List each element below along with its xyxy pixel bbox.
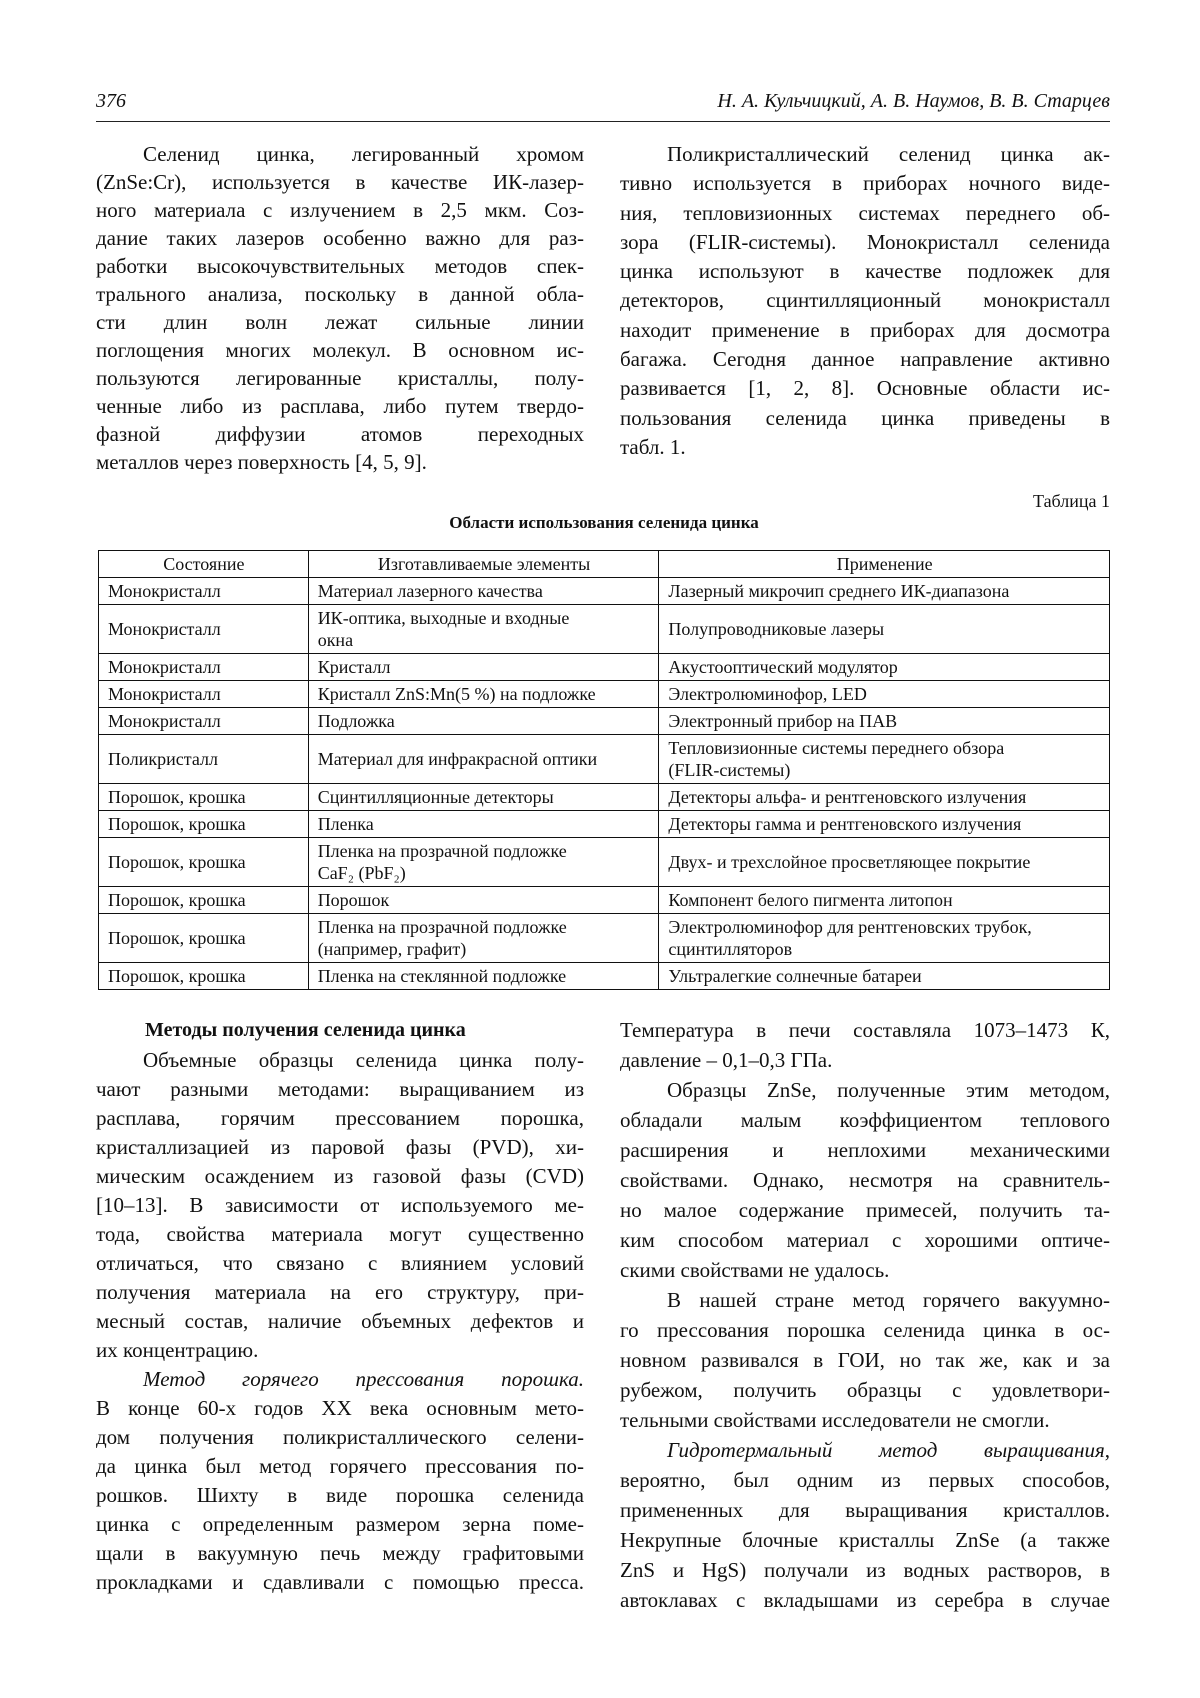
- text-line: трального анализа, поскольку в данной обла-: [96, 282, 584, 306]
- table-row: [99, 681, 1110, 708]
- table-cell: Поликристалл: [99, 735, 309, 784]
- text-line: поглощения многих молекул. В основном ис-: [96, 338, 584, 362]
- text-line: автоклавах с вкладышами из серебра в случае: [620, 1588, 1110, 1612]
- table-cell: Монокристалл: [99, 681, 309, 708]
- table-row: [99, 963, 1110, 990]
- table-cell: Ультралегкие солнечные батареи: [659, 963, 1110, 990]
- text-column-left-top: [96, 140, 584, 476]
- text-line: Температура в печи составляла 1073–1473 К,: [620, 1018, 1110, 1042]
- text-column-left-bottom: [96, 1046, 584, 1597]
- table-cell: Компонент белого пигмента литопон: [659, 887, 1110, 914]
- text-line: ченные либо из расплава, либо путем твердо-: [96, 394, 584, 418]
- column-header: Состояние: [99, 551, 309, 578]
- text-column-right-bottom: [620, 1015, 1110, 1615]
- table-cell: Пленка на прозрачной подложке (например, графит): [308, 914, 659, 963]
- text-line: получения материала на его структуру, при-: [96, 1280, 584, 1304]
- text-line: [10–13]. В зависимости от используемого ме-: [96, 1193, 584, 1217]
- text-line: ким способом материал с хорошими оптиче-: [620, 1228, 1110, 1252]
- text-line: фазной диффузии атомов переходных: [96, 422, 584, 446]
- table-cell: Порошок: [308, 887, 659, 914]
- table-cell: Монокристалл: [99, 654, 309, 681]
- text-line: мическим осаждением из газовой фазы (CVD): [96, 1164, 584, 1188]
- text-line: кристаллизацией из паровой фазы (PVD), хи-: [96, 1135, 584, 1159]
- table-cell: Порошок, крошка: [99, 811, 309, 838]
- text-column-right-top: [620, 140, 1110, 462]
- text-line: зора (FLIR-системы). Монокристалл селенида: [620, 229, 1110, 254]
- table-cell: Порошок, крошка: [99, 784, 309, 811]
- paragraph: [620, 140, 1110, 462]
- text-line: цинка с определенным размером зерна поме-: [96, 1512, 584, 1536]
- table-cell: Лазерный микрочип среднего ИК-диапазона: [659, 578, 1110, 605]
- table-cell: Порошок, крошка: [99, 963, 309, 990]
- table-row: [99, 914, 1110, 963]
- table-cell: Порошок, крошка: [99, 838, 309, 887]
- text-line: расплава, горячим прессованием порошка,: [96, 1106, 584, 1130]
- table-cell: Электролюминофор, LED: [659, 681, 1110, 708]
- text-line: примененных для выращивания кристаллов.: [620, 1498, 1110, 1522]
- table-cell: Материал для инфракрасной оптики: [308, 735, 659, 784]
- text-line: ния, тепловизионных системах переднего об-: [620, 200, 1110, 225]
- table-header-row: [99, 551, 1110, 578]
- paragraph: [96, 140, 584, 476]
- text-line: ного материала с излучением в 2,5 мкм. Соз-: [96, 198, 584, 222]
- table-cell: Монокристалл: [99, 708, 309, 735]
- column-header: Применение: [659, 551, 1110, 578]
- text-line: ZnS и HgS) получали из водных растворов, в: [620, 1558, 1110, 1582]
- text-line: скими свойствами не удалось.: [620, 1258, 890, 1282]
- table-row: [99, 605, 1110, 654]
- table-cell: Детекторы гамма и рентгеновского излучения: [659, 811, 1110, 838]
- applications-table: [98, 550, 1110, 990]
- text-line: [96, 1365, 584, 1394]
- text-line: табл. 1.: [620, 434, 686, 459]
- table-cell: Материал лазерного качества: [308, 578, 659, 605]
- text-line: вероятно, был одним из первых способов,: [620, 1468, 1110, 1492]
- text-line: но малое содержание примесей, получить та-: [620, 1198, 1110, 1222]
- text-line: чают разными методами: выращиванием из: [96, 1077, 584, 1101]
- text-line: свойствами. Однако, несмотря на сравнитель-: [620, 1168, 1110, 1192]
- table-cell: Подложка: [308, 708, 659, 735]
- table-row: [99, 735, 1110, 784]
- text-line: го прессования порошка селенида цинка в ос-: [620, 1318, 1110, 1342]
- page-number: 376: [96, 90, 126, 112]
- text-line: работки высокочувствительных методов спек-: [96, 254, 584, 278]
- text-line: тельными свойствами исследователи не смогли.: [620, 1408, 1050, 1432]
- text-line: тивно используется в приборах ночного виде-: [620, 171, 1110, 196]
- text-line: цинка используют в качестве подложек для: [620, 259, 1110, 284]
- text: ,: [1104, 1438, 1110, 1462]
- table-row: [99, 838, 1110, 887]
- text-line: да цинка был метод горячего прессования по-: [96, 1454, 584, 1478]
- table-row: [99, 654, 1110, 681]
- text-line: развивается [1, 2, 8]. Основные области ис-: [620, 376, 1110, 401]
- text-line: рубежом, получить образцы с удовлетвори-: [620, 1378, 1110, 1402]
- running-header-authors: Н. А. Кульчицкий, А. В. Наумов, В. В. Старцев: [717, 90, 1110, 112]
- text-line: рошков. Шихту в виде порошка селенида: [96, 1483, 584, 1507]
- text-line: находит применение в приборах для досмотра: [620, 317, 1110, 342]
- text-line: обладали малым коэффициентом теплового: [620, 1108, 1110, 1132]
- text-line: дание таких лазеров особенно важно для раз-: [96, 226, 584, 250]
- text-line: дом получения поликристаллического селени-: [96, 1425, 584, 1449]
- table-cell: Монокристалл: [99, 605, 309, 654]
- table-cell: Пленка: [308, 811, 659, 838]
- text-line: Некрупные блочные кристаллы ZnSe (а также: [620, 1528, 1110, 1552]
- paragraph: [620, 1075, 1110, 1285]
- text-line: давление – 0,1–0,3 ГПа.: [620, 1048, 833, 1072]
- header-rule: [96, 121, 1110, 122]
- text-line: пользуются легированные кристаллы, полу-: [96, 366, 584, 390]
- table-row: [99, 784, 1110, 811]
- table-cell: Детекторы альфа- и рентгеновского излучения: [659, 784, 1110, 811]
- table-cell: Пленка на стеклянной подложке: [308, 963, 659, 990]
- text-line: пользования селенида цинка приведены в: [620, 405, 1110, 430]
- text-line: расширения и неплохими механическими: [620, 1138, 1110, 1162]
- text-line: багажа. Сегодня данное направление активно: [620, 347, 1110, 372]
- text-line: [620, 1435, 1110, 1465]
- paragraph: [96, 1046, 584, 1365]
- table-title: Области использования селенида цинка: [449, 513, 759, 532]
- table-cell: Сцинтилляционные детекторы: [308, 784, 659, 811]
- text-line: месный состав, наличие объемных дефектов и: [96, 1309, 584, 1333]
- column-header: Изготавливаемые элементы: [308, 551, 659, 578]
- table-cell: Акустооптический модулятор: [659, 654, 1110, 681]
- table-cell: Кристалл: [308, 654, 659, 681]
- text-line: сти длин волн лежат сильные линии: [96, 310, 584, 334]
- table-row: [99, 887, 1110, 914]
- table-cell: Электронный прибор на ПАВ: [659, 708, 1110, 735]
- text-line: прокладками и сдавливали с помощью пресса.: [96, 1570, 584, 1594]
- paragraph: [620, 1285, 1110, 1435]
- text-line: тода, свойства материала могут существенно: [96, 1222, 584, 1246]
- table-label: Таблица 1: [1033, 491, 1110, 511]
- text-line: (ZnSe:Cr), используется в качестве ИК-лазер-: [96, 170, 584, 194]
- text-line: детекторов, сцинтилляционный монокристалл: [620, 288, 1110, 313]
- text-line: металлов через поверхность [4, 5, 9].: [96, 450, 427, 474]
- paragraph: [620, 1015, 1110, 1075]
- table-cell: Порошок, крошка: [99, 887, 309, 914]
- text-line: их концентрацию.: [96, 1338, 259, 1362]
- table-cell: Тепловизионные системы переднего обзора (FLIR-системы): [659, 735, 1110, 784]
- paragraph: [620, 1435, 1110, 1615]
- table-cell: Пленка на прозрачной подложке CaF₂ (PbF₂): [308, 838, 659, 887]
- table-cell: Полупроводниковые лазеры: [659, 605, 1110, 654]
- text-line: Объемные образцы селенида цинка полу-: [143, 1048, 584, 1072]
- table-cell: Двух- и трехслойное просветляющее покрытие: [659, 838, 1110, 887]
- table-cell: Порошок, крошка: [99, 914, 309, 963]
- table-cell: Кристалл ZnS:Mn(5 %) на подложке: [308, 681, 659, 708]
- text-line: В нашей стране метод горячего вакуумно-: [667, 1288, 1110, 1312]
- italic-text: Метод горячего прессования порошка.: [143, 1367, 584, 1391]
- table-cell: Электролюминофор для рентгеновских трубок, сцинтилляторов: [659, 914, 1110, 963]
- text-line: щали в вакуумную печь между графитовыми: [96, 1541, 584, 1565]
- text-line: Образцы ZnSe, полученные этим методом,: [667, 1078, 1110, 1102]
- text-line: отличаться, что связано с влиянием условий: [96, 1251, 584, 1275]
- paragraph: [96, 1365, 584, 1597]
- table-cell: ИК-оптика, выходные и входные окна: [308, 605, 659, 654]
- table-row: [99, 708, 1110, 735]
- text-line: В конце 60-х годов XX века основным мето-: [96, 1396, 584, 1420]
- table-cell: Монокристалл: [99, 578, 309, 605]
- section-heading: Методы получения селенида цинка: [145, 1019, 466, 1041]
- table-row: [99, 578, 1110, 605]
- text-line: новном развивался в ГОИ, но так же, как и за: [620, 1348, 1110, 1372]
- table-row: [99, 811, 1110, 838]
- text-line: Поликристаллический селенид цинка ак-: [667, 142, 1110, 166]
- text-line: Селенид цинка, легированный хромом: [143, 142, 584, 166]
- italic-text: Гидротермальный метод выращивания: [667, 1438, 1105, 1462]
